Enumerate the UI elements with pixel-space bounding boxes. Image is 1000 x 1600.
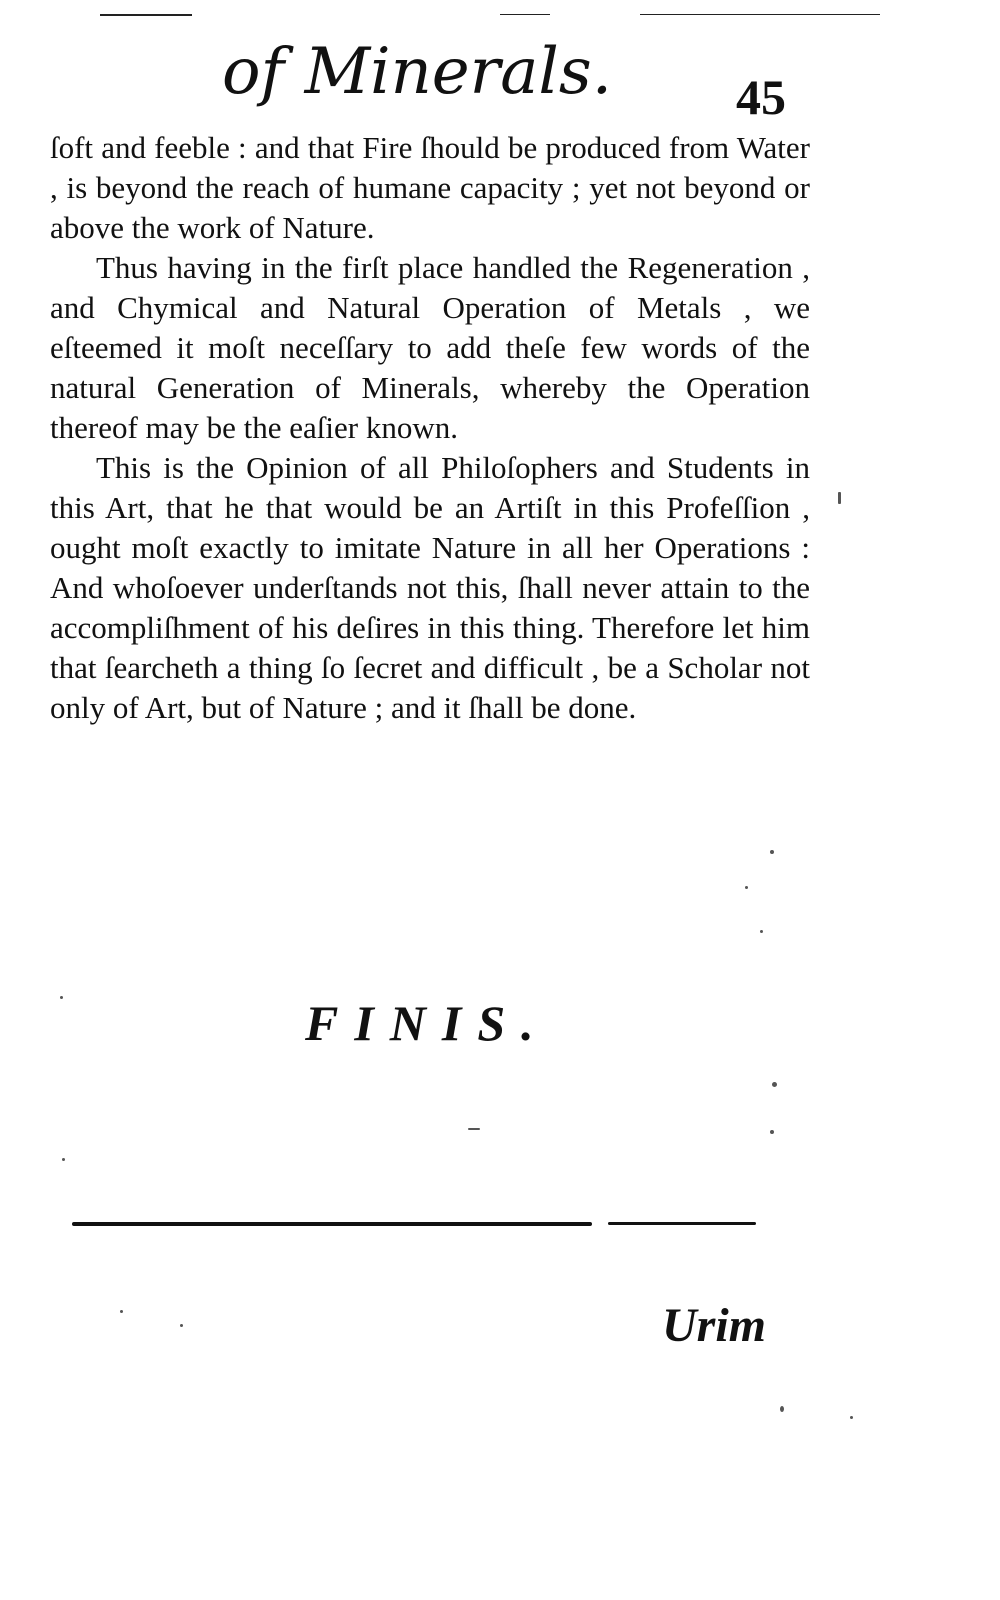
ink-speck (838, 492, 841, 504)
ink-speck (760, 930, 763, 933)
closing-rule (608, 1222, 756, 1225)
top-edge-rule (100, 14, 192, 16)
top-edge-rule (500, 14, 550, 15)
ink-speck (62, 1158, 65, 1161)
closing-rule (72, 1222, 592, 1226)
ink-speck (120, 1310, 123, 1313)
ink-speck (770, 850, 774, 854)
ink-speck (780, 1406, 784, 1412)
ink-speck (850, 1416, 853, 1419)
ink-speck (180, 1324, 183, 1327)
paragraph: ſoft and feeble : and that Fire ſhould be produced from Water , is beyond the reach of humane capacity ; yet not beyond or above the work of Nature. (50, 130, 810, 245)
body-text (50, 128, 810, 728)
top-edge-rule (640, 14, 880, 15)
ink-speck (60, 996, 63, 999)
running-head (0, 28, 1000, 138)
ink-speck (745, 886, 748, 889)
ink-speck (772, 1082, 777, 1087)
page-number: 45 (736, 69, 786, 125)
ink-speck (770, 1130, 774, 1134)
catchword: Urim (662, 1299, 767, 1352)
running-title: of Minerals. (222, 35, 613, 109)
paragraph: This is the Opinion of all Philoſophers and Students in this Art, that he that would be an Artiſt in this Profeſſion , ought moſt exactly to imitate Nature in all her Operations : And whoſoever underſtands not this, ſhall never attain to the accompliſhment of his deſires in this thing. Therefore let him that ſearcheth a thing ſo ſecret and difficult , be a Scholar not only of Art, but of Nature ; and it ſhall be done. (50, 450, 810, 725)
paragraph: Thus having in the firſt place handled the Regeneration , and Chymical and Natural Operation of Metals , we eſteemed it moſt neceſſary to add theſe few words of the natural Generation of Minerals, whereby the Operation thereof may be the eaſier known. (50, 250, 810, 445)
ink-speck (468, 1128, 480, 1130)
finis-heading: FINIS. (305, 995, 550, 1051)
